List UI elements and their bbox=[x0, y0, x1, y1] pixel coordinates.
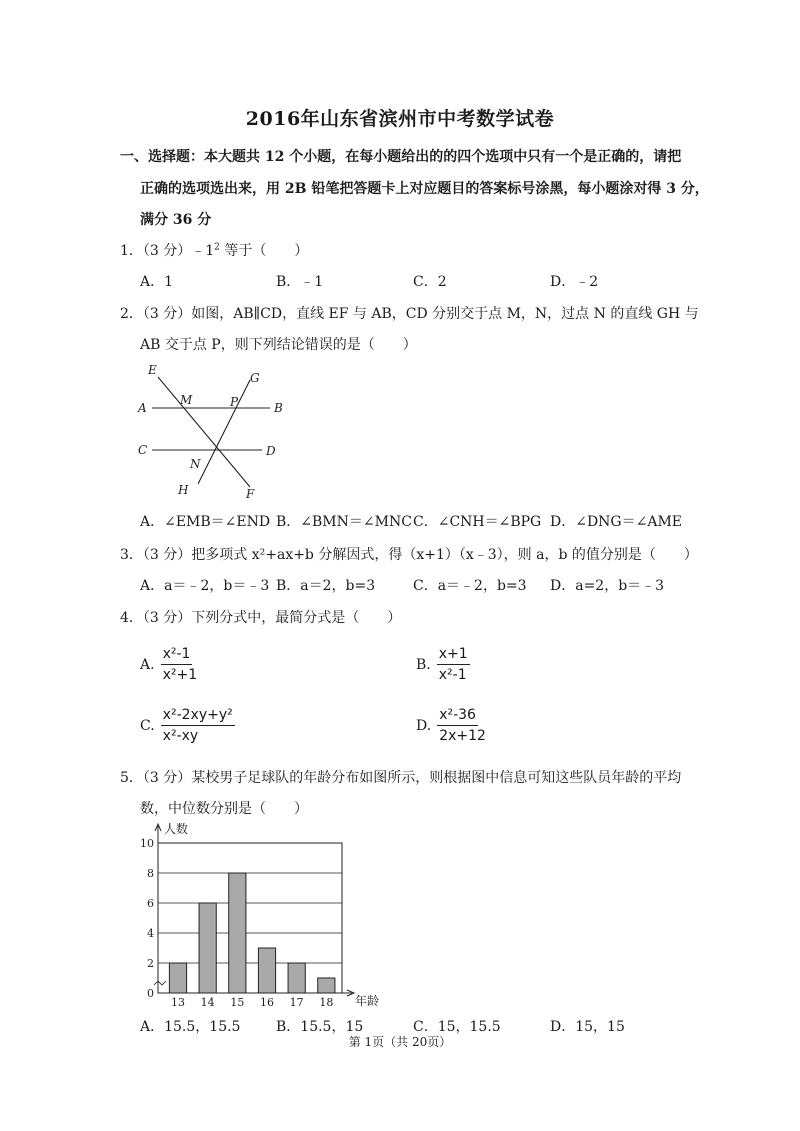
q1-option-a: A．1 bbox=[140, 274, 174, 290]
x-axis-label: 年龄 bbox=[355, 994, 380, 1008]
q1-option-c: C．2 bbox=[413, 274, 447, 290]
q4-option-c bbox=[140, 707, 235, 744]
q5-option-a: A．15.5，15.5 bbox=[140, 1019, 241, 1035]
q4-option-d-numerator: x²-36 bbox=[437, 707, 478, 726]
q4-option-b-numerator: x+1 bbox=[437, 646, 470, 665]
q4-option-d bbox=[416, 707, 488, 744]
x-tick-label-13: 13 bbox=[171, 996, 185, 1009]
bar-age-16 bbox=[258, 948, 275, 993]
q2-geometry-figure bbox=[130, 360, 290, 505]
y-axis-label: 人数 bbox=[164, 822, 189, 836]
y-tick-label-2: 2 bbox=[147, 957, 154, 970]
q4-option-b-denominator: x²-1 bbox=[438, 667, 467, 683]
q3-stem: 3．（3 分）把多项式 x²+ax+b 分解因式，得（x+1）（x﹣3），则 a，b 的值分别是（ ） bbox=[120, 547, 698, 563]
axis-break-mark bbox=[154, 981, 166, 985]
q4-option-c-denominator: x²-xy bbox=[162, 728, 199, 744]
label-f: F bbox=[246, 487, 255, 501]
label-h: H bbox=[178, 483, 189, 497]
q4-option-d-label: D. bbox=[416, 717, 432, 734]
x-tick-label-15: 15 bbox=[230, 996, 245, 1009]
q2-option-c: C．∠CNH＝∠BPG bbox=[413, 514, 542, 530]
label-g: G bbox=[250, 371, 260, 385]
q1-stem-prefix: 1．（3 分）﹣1 bbox=[120, 243, 215, 259]
q3-option-a: A．a＝﹣2，b＝﹣3 bbox=[140, 578, 270, 594]
section-heading-line-2: 正确的选项选出来，用 2B 铅笔把答题卡上对应题目的答案标号涂黑，每小题涂对得 3 分， bbox=[140, 181, 709, 197]
q1-option-d: D．﹣2 bbox=[550, 274, 599, 290]
bar-age-17 bbox=[288, 963, 305, 993]
page-title: 2016年山东省滨州市中考数学试卷 bbox=[245, 108, 555, 130]
y-tick-label-10: 10 bbox=[140, 837, 154, 850]
q3-option-c: C．a＝﹣2，b=3 bbox=[413, 578, 527, 594]
q5-option-b: B．15.5，15 bbox=[276, 1019, 364, 1035]
bar-age-15 bbox=[229, 873, 246, 993]
q4-option-a-denominator: x²+1 bbox=[162, 667, 198, 683]
y-tick-label-0: 0 bbox=[147, 987, 154, 1000]
x-tick-label-18: 18 bbox=[319, 996, 334, 1009]
q4-option-b-label: B. bbox=[416, 656, 431, 673]
q2-stem-line-1: 2．（3 分）如图，AB∥CD，直线 EF 与 AB，CD 分别交于点 M，N，过点 N 的直线 GH 与 bbox=[120, 306, 699, 322]
section-heading-line-3: 满分 36 分 bbox=[140, 212, 212, 228]
page-footer: 第 1页（共 20页） bbox=[348, 1035, 452, 1049]
q2-option-d: D．∠DNG＝∠AME bbox=[550, 514, 683, 530]
q4-option-a bbox=[140, 646, 199, 683]
q1-stem bbox=[120, 242, 308, 260]
q3-option-b: B．a＝2，b=3 bbox=[276, 578, 376, 594]
bar-age-14 bbox=[199, 903, 216, 993]
line-ef bbox=[158, 377, 250, 487]
y-tick-label-6: 6 bbox=[147, 897, 154, 910]
q4-option-d-denominator: 2x+12 bbox=[439, 728, 486, 744]
x-tick-label-17: 17 bbox=[289, 996, 304, 1009]
q1-option-b: B．﹣1 bbox=[276, 274, 324, 290]
label-p: P bbox=[230, 395, 239, 409]
bar-age-18 bbox=[318, 978, 335, 993]
line-gh bbox=[198, 380, 250, 484]
section-heading-line-1: 一、选择题：本大题共 12 个小题，在每小题给出的的四个选项中只有一个是正确的，请把 bbox=[120, 149, 682, 165]
q2-option-b: B．∠BMN＝∠MNC bbox=[276, 514, 412, 530]
label-b: B bbox=[274, 401, 283, 415]
q3-option-d: D．a=2，b＝﹣3 bbox=[550, 578, 665, 594]
q5-option-c: C．15，15.5 bbox=[413, 1019, 501, 1035]
x-tick-label-14: 14 bbox=[200, 996, 215, 1009]
label-a: A bbox=[138, 401, 147, 415]
label-n: N bbox=[190, 457, 201, 471]
q5-stem-line-2: 数，中位数分别是（ ） bbox=[140, 801, 308, 817]
x-tick-label-16: 16 bbox=[260, 996, 274, 1009]
q2-option-a: A．∠EMB＝∠END bbox=[140, 514, 271, 530]
label-e: E bbox=[148, 363, 157, 377]
q2-stem-line-2: AB 交于点 P，则下列结论错误的是（ ） bbox=[140, 337, 417, 353]
label-c: C bbox=[138, 443, 148, 457]
q5-option-d: D．15，15 bbox=[550, 1019, 625, 1035]
q4-option-a-label: A. bbox=[140, 656, 155, 673]
label-m: M bbox=[180, 393, 193, 407]
q4-stem: 4．（3 分）下列分式中，最简分式是（ ） bbox=[120, 610, 402, 626]
q4-option-c-numerator: x²-2xy+y² bbox=[161, 707, 235, 726]
bar-age-13 bbox=[169, 963, 186, 993]
label-d: D bbox=[266, 444, 276, 458]
y-tick-label-4: 4 bbox=[147, 927, 154, 940]
q5-stem-line-1: 5．（3 分）某校男子足球队的年龄分布如图所示，则根据图中信息可知这些队员年龄的平均 bbox=[120, 770, 682, 786]
q1-stem-suffix: 等于（ ） bbox=[219, 243, 309, 259]
q4-option-a-numerator: x²-1 bbox=[161, 646, 193, 665]
q5-age-bar-chart bbox=[130, 818, 390, 1013]
q1-stem-sup: 2 bbox=[214, 242, 220, 253]
q4-option-b bbox=[416, 646, 470, 683]
q4-option-c-label: C. bbox=[140, 717, 155, 734]
y-tick-label-8: 8 bbox=[147, 867, 154, 880]
